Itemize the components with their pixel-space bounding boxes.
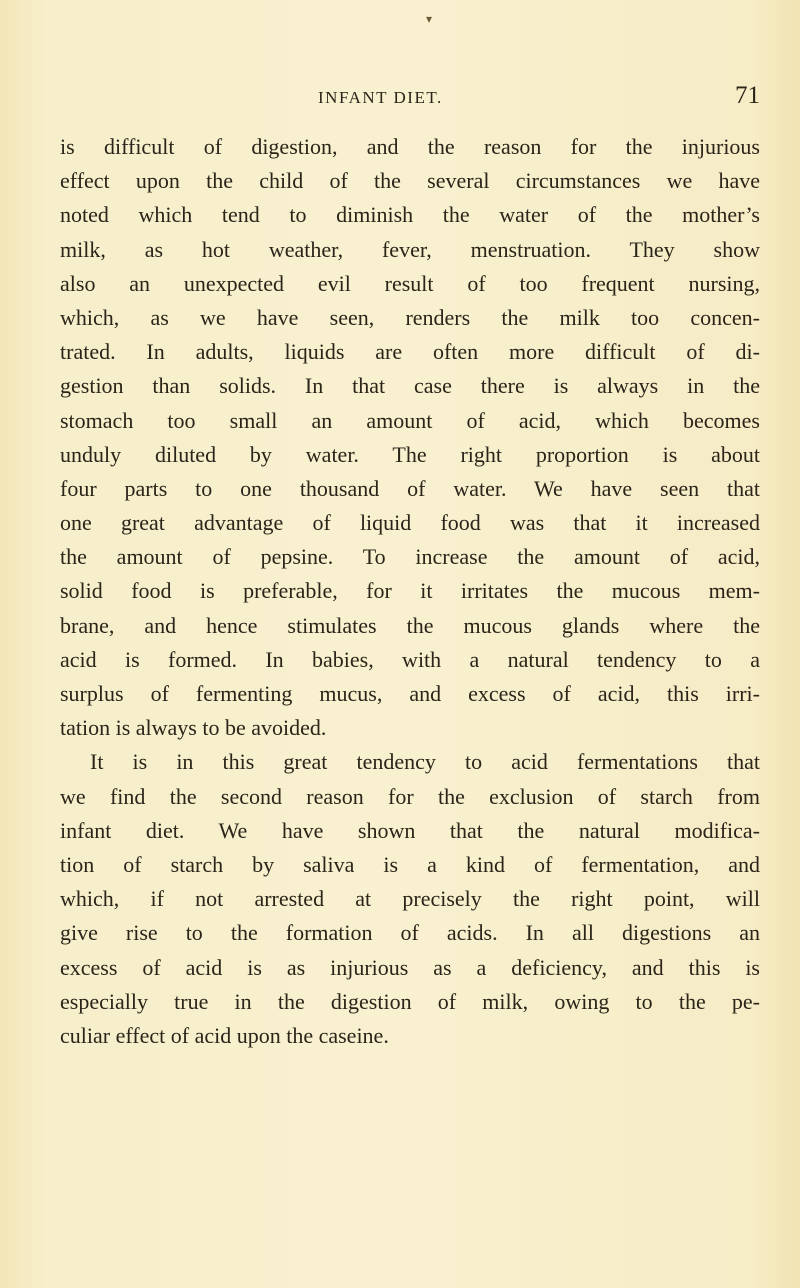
text-line: trated. In adults, liquids are often more difficult of di- xyxy=(60,339,760,365)
running-head: INFANT DIET. xyxy=(318,88,443,107)
paragraph-start-line: It is in this great tendency to acid fermentations that xyxy=(90,749,760,775)
text-line: we find the second reason for the exclusion of starch from xyxy=(60,783,760,809)
text-line: surplus of fermenting mucus, and excess of acid, this irri- xyxy=(60,681,760,706)
text-line: noted which tend to diminish the water of the mother’s xyxy=(60,202,760,228)
text-line: excess of acid is as injurious as a deficiency, and this is xyxy=(60,954,760,980)
stray-print-mark: ▾ xyxy=(426,12,433,26)
text-line: tion of starch by saliva is a kind of fermentation, and xyxy=(60,851,760,877)
text-line: solid food is preferable, for it irritates the mucous mem- xyxy=(60,578,760,604)
page-header xyxy=(60,82,760,116)
text-line: give rise to the formation of acids. In all digestions an xyxy=(60,920,760,946)
text-line: stomach too small an amount of acid, which becomes xyxy=(60,407,760,433)
page-number: 71 xyxy=(735,82,760,109)
text-line: also an unexpected evil result of too frequent nursing, xyxy=(60,270,760,296)
text-line: is difficult of digestion, and the reason for the injurious xyxy=(60,134,760,159)
paragraph-end-line: tation is always to be avoided. xyxy=(60,715,327,741)
text-line: four parts to one thousand of water. We have seen that xyxy=(60,475,760,501)
text-line: milk, as hot weather, fever, menstruation. They show xyxy=(60,236,760,262)
body-text xyxy=(60,130,760,1053)
text-line: one great advantage of liquid food was that it increased xyxy=(60,510,760,536)
text-line: which, as we have seen, renders the milk too concen- xyxy=(60,304,760,330)
text-line: gestion than solids. In that case there is always in the xyxy=(60,373,760,399)
paragraph-end-line: culiar effect of acid upon the caseine. xyxy=(60,1022,389,1048)
text-line: infant diet. We have shown that the natural modifica- xyxy=(60,817,760,843)
text-line: brane, and hence stimulates the mucous glands where the xyxy=(60,612,760,638)
text-line: unduly diluted by water. The right proportion is about xyxy=(60,441,760,467)
text-line: acid is formed. In babies, with a natural tendency to a xyxy=(60,646,760,672)
text-line: which, if not arrested at precisely the right point, will xyxy=(60,886,760,912)
text-line: especially true in the digestion of milk, owing to the pe- xyxy=(60,988,760,1014)
text-line: effect upon the child of the several circumstances we have xyxy=(60,168,760,194)
text-line: the amount of pepsine. To increase the amount of acid, xyxy=(60,544,760,570)
